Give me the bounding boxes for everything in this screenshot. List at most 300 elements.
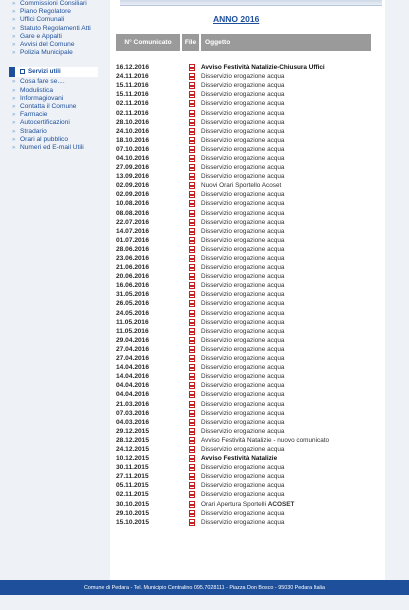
pdf-icon[interactable] [189, 355, 195, 362]
announcement-date: 21.06.2016 [116, 264, 150, 272]
services-item[interactable] [12, 103, 100, 111]
services-section-title [9, 67, 98, 77]
pdf-icon[interactable] [189, 401, 195, 408]
file-cell[interactable] [182, 91, 201, 98]
announcement-date: 13.09.2016 [116, 173, 150, 181]
announcement-date: 02.09.2016 [116, 191, 150, 199]
announcement-subject[interactable]: Disservizio erogazione acqua [201, 209, 285, 217]
announcement-date: 11.05.2016 [116, 318, 149, 326]
announcement-date: 10.08.2016 [116, 200, 150, 208]
arrow-bullet-icon: » [12, 33, 16, 40]
file-cell[interactable] [182, 319, 201, 326]
file-cell[interactable] [182, 300, 201, 307]
announcement-subject[interactable]: Disservizio erogazione acqua [201, 245, 285, 253]
pdf-icon[interactable] [189, 182, 195, 189]
pdf-icon[interactable] [189, 219, 195, 226]
announcement-subject[interactable]: Disservizio erogazione acqua [201, 145, 285, 153]
announcement-date: 26.05.2016 [116, 300, 150, 308]
pdf-icon[interactable] [189, 282, 195, 289]
services-icon [20, 69, 25, 74]
announcement-subject[interactable]: Disservizio erogazione acqua [201, 91, 285, 99]
sidebar-item[interactable] [12, 8, 100, 16]
announcement-subject[interactable]: Disservizio erogazione acqua [201, 82, 285, 90]
announcement-subject[interactable]: Disservizio erogazione acqua [201, 473, 285, 481]
pdf-icon[interactable] [189, 164, 195, 171]
pdf-icon[interactable] [189, 173, 195, 180]
pdf-icon[interactable] [189, 73, 195, 80]
file-cell[interactable] [182, 291, 201, 298]
announcement-subject[interactable]: Disservizio erogazione acqua [201, 400, 285, 408]
announcement-subject[interactable]: Nuovi Orari Sportello Acoset [201, 182, 282, 190]
pdf-icon[interactable] [189, 491, 195, 498]
arrow-bullet-icon: » [12, 112, 16, 119]
table-row [116, 154, 376, 163]
announcement-subject[interactable]: Disservizio erogazione acqua [201, 518, 285, 526]
announcement-subject[interactable]: Disservizio erogazione acqua [201, 200, 285, 208]
file-cell[interactable] [182, 346, 201, 353]
announcement-date: 29.04.2016 [116, 336, 150, 344]
services-item[interactable] [12, 87, 100, 95]
file-cell[interactable] [182, 246, 201, 253]
announcement-date: 24.11.2016 [116, 73, 149, 81]
file-cell[interactable] [182, 391, 201, 398]
table-row [116, 72, 376, 81]
sidebar-item[interactable] [12, 33, 100, 41]
table-row [116, 199, 376, 208]
announcement-date: 21.03.2016 [116, 400, 150, 408]
file-cell[interactable] [182, 237, 201, 244]
file-cell[interactable] [182, 401, 201, 408]
pdf-icon[interactable] [189, 64, 195, 71]
announcement-date: 24.05.2016 [116, 309, 150, 317]
pdf-icon[interactable] [189, 237, 195, 244]
sidebar-item-label: Uffici Comunali [20, 16, 65, 24]
table-row [116, 500, 376, 509]
file-cell[interactable] [182, 128, 201, 135]
table-row [116, 345, 376, 354]
announcement-subject[interactable]: Disservizio erogazione acqua [201, 391, 285, 399]
pdf-icon[interactable] [189, 482, 195, 489]
file-cell[interactable] [182, 255, 201, 262]
announcement-date: 27.04.2016 [116, 345, 150, 353]
table-row [116, 218, 376, 227]
table-row [116, 372, 376, 381]
pdf-icon[interactable] [189, 437, 195, 444]
announcement-subject[interactable]: Disservizio erogazione acqua [201, 327, 285, 335]
table-row [116, 181, 376, 190]
services-item[interactable] [12, 95, 100, 103]
table-row [116, 245, 376, 254]
file-cell[interactable] [182, 410, 201, 417]
pdf-icon[interactable] [189, 110, 195, 117]
table-row [116, 108, 376, 117]
table-row [116, 445, 376, 454]
announcement-date: 23.06.2016 [116, 255, 150, 263]
file-cell[interactable] [182, 73, 201, 80]
table-row [116, 99, 376, 108]
arrow-bullet-icon: » [12, 87, 16, 94]
file-cell[interactable] [182, 273, 201, 280]
pdf-icon[interactable] [189, 210, 195, 217]
services-item[interactable] [12, 119, 100, 127]
table-row [116, 427, 376, 436]
pdf-icon[interactable] [189, 319, 195, 326]
announcement-date: 08.08.2016 [116, 209, 150, 217]
arrow-bullet-icon: » [12, 145, 16, 152]
pdf-icon[interactable] [189, 337, 195, 344]
services-item-label: Farmacie [20, 111, 48, 119]
services-item[interactable] [12, 136, 100, 144]
announcement-date: 27.09.2016 [116, 164, 150, 172]
announcement-subject[interactable]: Disservizio erogazione acqua [201, 109, 285, 117]
file-cell[interactable] [182, 146, 201, 153]
file-cell[interactable] [182, 428, 201, 435]
announcement-date: 04.04.2016 [116, 391, 150, 399]
table-row [116, 281, 376, 290]
announcement-subject[interactable]: Disservizio erogazione acqua [201, 218, 285, 226]
pdf-icon[interactable] [189, 510, 195, 517]
file-cell[interactable] [182, 337, 201, 344]
arrow-bullet-icon: » [12, 17, 16, 24]
services-item-label: Contatta il Comune [20, 103, 77, 111]
file-cell[interactable] [182, 173, 201, 180]
table-row [116, 272, 376, 281]
announcement-date: 11.05.2016 [116, 327, 149, 335]
file-cell[interactable] [182, 501, 201, 508]
pdf-icon[interactable] [189, 191, 195, 198]
pdf-icon[interactable] [189, 328, 195, 335]
arrow-bullet-icon: » [12, 1, 16, 7]
sidebar-item-label: Avvisi del Comune [20, 41, 75, 49]
table-row [116, 172, 376, 181]
announcement-subject[interactable]: Disservizio erogazione acqua [201, 118, 285, 126]
arrow-bullet-icon: » [12, 79, 16, 86]
announcement-subject[interactable]: Avviso Festività Natalizie - nuovo comunicato [201, 436, 330, 444]
announcement-date: 31.05.2016 [116, 291, 150, 299]
announcement-subject[interactable]: Disservizio erogazione acqua [201, 291, 285, 299]
table-row [116, 309, 376, 318]
table-row [116, 227, 376, 236]
announcement-date: 27.04.2016 [116, 355, 150, 363]
sidebar-item-label: Polizia Municipale [20, 49, 73, 57]
announcement-date: 10.12.2015 [116, 455, 150, 463]
pdf-icon[interactable] [189, 119, 195, 126]
pdf-icon[interactable] [189, 100, 195, 107]
file-cell[interactable] [182, 310, 201, 317]
table-row [116, 490, 376, 499]
announcement-subject[interactable]: Disservizio erogazione acqua [201, 355, 285, 363]
file-cell[interactable] [182, 419, 201, 426]
table-row [116, 90, 376, 99]
table-row [116, 481, 376, 490]
footer: Comune di Pedara - Tel. Municipio Centralino 095.7028111 - Piazza Don Bosco - 95030 Pedara Italia [0, 580, 409, 595]
table-header [116, 34, 371, 51]
pdf-icon[interactable] [189, 128, 195, 135]
table-row [116, 363, 376, 372]
announcement-subject[interactable]: Disservizio erogazione acqua [201, 236, 285, 244]
announcement-subject[interactable]: Orari Apertura Sportelli ACOSET [201, 500, 295, 508]
file-cell[interactable] [182, 455, 201, 462]
table-row [116, 318, 376, 327]
table-row [116, 409, 376, 418]
file-cell[interactable] [182, 228, 201, 235]
table-row [116, 209, 376, 218]
announcement-subject[interactable]: Disservizio erogazione acqua [201, 136, 285, 144]
pdf-icon[interactable] [189, 246, 195, 253]
table-row [116, 127, 376, 136]
announcement-date: 28.10.2016 [116, 118, 150, 126]
pdf-icon[interactable] [189, 373, 195, 380]
services-item[interactable] [12, 144, 100, 152]
file-cell[interactable] [182, 100, 201, 107]
announcement-date: 15.10.2015 [116, 518, 150, 526]
announcement-subject[interactable]: Disservizio erogazione acqua [201, 427, 285, 435]
pdf-icon[interactable] [189, 501, 195, 508]
announcement-subject[interactable]: Disservizio erogazione acqua [201, 164, 285, 172]
pdf-icon[interactable] [189, 428, 195, 435]
announcement-subject[interactable]: Disservizio erogazione acqua [201, 300, 285, 308]
announcement-subject[interactable]: Disservizio erogazione acqua [201, 282, 285, 290]
services-item[interactable] [12, 128, 100, 136]
pdf-icon[interactable] [189, 300, 195, 307]
table-row [116, 472, 376, 481]
announcement-date: 18.10.2016 [116, 136, 150, 144]
table-row [116, 118, 376, 127]
file-cell[interactable] [182, 182, 201, 189]
pdf-icon[interactable] [189, 519, 195, 526]
announcement-date: 28.06.2016 [116, 245, 150, 253]
announcement-subject[interactable]: Disservizio erogazione acqua [201, 264, 285, 272]
pdf-icon[interactable] [189, 446, 195, 453]
arrow-bullet-icon: » [12, 136, 16, 143]
file-cell[interactable] [182, 64, 201, 71]
sidebar-item[interactable] [12, 16, 100, 24]
sidebar-item-label: Statuto Regolamenti Atti [20, 24, 91, 32]
sidebar-item-label: Gare e Appalti [20, 32, 62, 40]
file-cell[interactable] [182, 219, 201, 226]
table-row [116, 190, 376, 199]
announcement-subject[interactable]: Disservizio erogazione acqua [201, 382, 285, 390]
file-cell[interactable] [182, 373, 201, 380]
announcement-subject[interactable]: Avviso Festività Natalizie-Chiusura Uffici [201, 64, 325, 72]
announcement-subject[interactable]: Disservizio erogazione acqua [201, 191, 285, 199]
pdf-icon[interactable] [189, 273, 195, 280]
pdf-icon[interactable] [189, 410, 195, 417]
file-cell[interactable] [182, 264, 201, 271]
table-row [116, 381, 376, 390]
file-cell[interactable] [182, 137, 201, 144]
announcement-date: 29.12.2015 [116, 427, 150, 435]
file-cell[interactable] [182, 473, 201, 480]
announcement-date: 07.03.2016 [116, 409, 150, 417]
pdf-icon[interactable] [189, 364, 195, 371]
sidebar [0, 0, 100, 580]
pdf-icon[interactable] [189, 146, 195, 153]
services-title-label: Servizi utili [28, 68, 61, 76]
table-row [116, 299, 376, 308]
table-row [116, 81, 376, 90]
file-cell[interactable] [182, 437, 201, 444]
arrow-bullet-icon: » [12, 120, 16, 127]
table-row [116, 290, 376, 299]
announcement-date: 16.12.2016 [116, 64, 150, 72]
pdf-icon[interactable] [189, 419, 195, 426]
pdf-icon[interactable] [189, 255, 195, 262]
table-row [116, 418, 376, 427]
file-cell[interactable] [182, 464, 201, 471]
pdf-icon[interactable] [189, 155, 195, 162]
announcement-date: 30.10.2015 [116, 500, 150, 508]
announcement-subject[interactable]: Disservizio erogazione acqua [201, 509, 285, 517]
announcement-date: 07.10.2016 [116, 145, 150, 153]
main-content [110, 0, 385, 580]
sidebar-item[interactable] [12, 41, 100, 49]
file-cell[interactable] [182, 519, 201, 526]
announcement-subject[interactable]: Disservizio erogazione acqua [201, 445, 285, 453]
services-menu [0, 78, 100, 152]
announcement-subject[interactable]: Disservizio erogazione acqua [201, 345, 285, 353]
services-item[interactable] [12, 78, 100, 86]
column-header-number: N° Comunicato [116, 34, 180, 51]
announcement-subject[interactable]: Disservizio erogazione acqua [201, 336, 285, 344]
announcement-subject[interactable]: Disservizio erogazione acqua [201, 100, 285, 108]
file-cell[interactable] [182, 491, 201, 498]
sidebar-item[interactable] [12, 0, 100, 8]
file-cell[interactable] [182, 119, 201, 126]
announcement-subject[interactable]: Disservizio erogazione acqua [201, 273, 285, 281]
pdf-icon[interactable] [189, 310, 195, 317]
pdf-icon[interactable] [189, 291, 195, 298]
file-cell[interactable] [182, 482, 201, 489]
column-header-file: File [182, 34, 199, 51]
announcement-date: 15.11.2016 [116, 91, 149, 99]
announcement-date: 30.11.2015 [116, 464, 149, 472]
table-row [116, 136, 376, 145]
announcement-date: 15.11.2016 [116, 82, 149, 90]
services-item-label: Orari al pubblico [20, 135, 69, 143]
table-row [116, 236, 376, 245]
file-cell[interactable] [182, 328, 201, 335]
announcement-date: 24.10.2016 [116, 127, 150, 135]
table-row [116, 399, 376, 408]
file-cell[interactable] [182, 510, 201, 517]
announcement-subject[interactable]: Disservizio erogazione acqua [201, 373, 285, 381]
sidebar-item-label: Commissioni Consiliari [20, 0, 87, 7]
services-item-label: Cosa fare se.... [20, 78, 65, 86]
table-row [116, 145, 376, 154]
file-cell[interactable] [182, 164, 201, 171]
announcement-date: 02.11.2016 [116, 100, 149, 108]
announcement-subject[interactable]: Disservizio erogazione acqua [201, 482, 285, 490]
sidebar-item[interactable] [12, 49, 100, 57]
announcement-subject[interactable]: Avviso Festività Natalizie [201, 455, 278, 463]
pdf-icon[interactable] [189, 137, 195, 144]
pdf-icon[interactable] [189, 91, 195, 98]
sidebar-item[interactable] [12, 25, 100, 33]
services-item-label: Autocertificazioni [20, 119, 70, 127]
announcement-date: 04.10.2016 [116, 154, 150, 162]
services-item-label: Numeri ed E-mail Utili [20, 144, 84, 152]
pdf-icon[interactable] [189, 82, 195, 89]
announcement-subject[interactable]: Disservizio erogazione acqua [201, 464, 285, 472]
file-cell[interactable] [182, 382, 201, 389]
announcement-date: 02.11.2015 [116, 491, 149, 499]
services-item-label: Informagiovani [20, 94, 64, 102]
table-row [116, 436, 376, 445]
table-row [116, 454, 376, 463]
announcement-date: 24.12.2015 [116, 445, 150, 453]
table-row [116, 327, 376, 336]
file-cell[interactable] [182, 155, 201, 162]
arrow-bullet-icon: » [12, 50, 16, 57]
pdf-icon[interactable] [189, 391, 195, 398]
arrow-bullet-icon: » [12, 9, 16, 16]
announcement-date: 14.04.2016 [116, 373, 150, 381]
pdf-icon[interactable] [189, 473, 195, 480]
file-cell[interactable] [182, 82, 201, 89]
file-cell[interactable] [182, 191, 201, 198]
table-row [116, 263, 376, 272]
table-row [116, 163, 376, 172]
file-cell[interactable] [182, 364, 201, 371]
announcement-subject[interactable]: Disservizio erogazione acqua [201, 409, 285, 417]
announcement-subject[interactable]: Disservizio erogazione acqua [201, 73, 285, 81]
announcement-subject-emphasis: ACOSET [267, 500, 295, 508]
table-row [116, 254, 376, 263]
arrow-bullet-icon: » [12, 95, 16, 102]
pdf-icon[interactable] [189, 346, 195, 353]
arrow-bullet-icon: » [12, 42, 16, 49]
announcement-date: 20.06.2016 [116, 273, 150, 281]
announcement-date: 14.04.2016 [116, 364, 150, 372]
file-cell[interactable] [182, 446, 201, 453]
file-cell[interactable] [182, 110, 201, 117]
pdf-icon[interactable] [189, 455, 195, 462]
announcement-date: 05.11.2015 [116, 482, 149, 490]
announcement-subject[interactable]: Disservizio erogazione acqua [201, 154, 285, 162]
announcement-date: 27.11.2015 [116, 473, 149, 481]
arrow-bullet-icon: » [12, 25, 16, 32]
pdf-icon[interactable] [189, 464, 195, 471]
announcement-subject[interactable]: Disservizio erogazione acqua [201, 255, 285, 263]
announcement-subject[interactable]: Disservizio erogazione acqua [201, 364, 285, 372]
announcement-subject[interactable]: Disservizio erogazione acqua [201, 418, 285, 426]
file-cell[interactable] [182, 282, 201, 289]
pdf-icon[interactable] [189, 200, 195, 207]
table-row [116, 336, 376, 345]
file-cell[interactable] [182, 200, 201, 207]
pdf-icon[interactable] [189, 228, 195, 235]
announcement-subject[interactable]: Disservizio erogazione acqua [201, 173, 285, 181]
announcement-subject[interactable]: Disservizio erogazione acqua [201, 491, 285, 499]
announcement-subject[interactable]: Disservizio erogazione acqua [201, 127, 285, 135]
announcement-subject[interactable]: Disservizio erogazione acqua [201, 227, 285, 235]
pdf-icon[interactable] [189, 264, 195, 271]
announcement-subject[interactable]: Disservizio erogazione acqua [201, 318, 285, 326]
file-cell[interactable] [182, 210, 201, 217]
year-heading-link[interactable]: ANNO 2016 [213, 14, 260, 24]
announcement-date: 22.07.2016 [116, 218, 150, 226]
sidebar-item-label: Piano Regolatore [20, 8, 71, 16]
announcement-date: 04.04.2016 [116, 382, 150, 390]
pdf-icon[interactable] [189, 382, 195, 389]
services-item[interactable] [12, 111, 100, 119]
arrow-bullet-icon: » [12, 104, 16, 111]
file-cell[interactable] [182, 355, 201, 362]
announcement-subject[interactable]: Disservizio erogazione acqua [201, 309, 285, 317]
column-header-subject: Oggetto [201, 34, 371, 51]
announcement-date: 02.09.2016 [116, 182, 150, 190]
